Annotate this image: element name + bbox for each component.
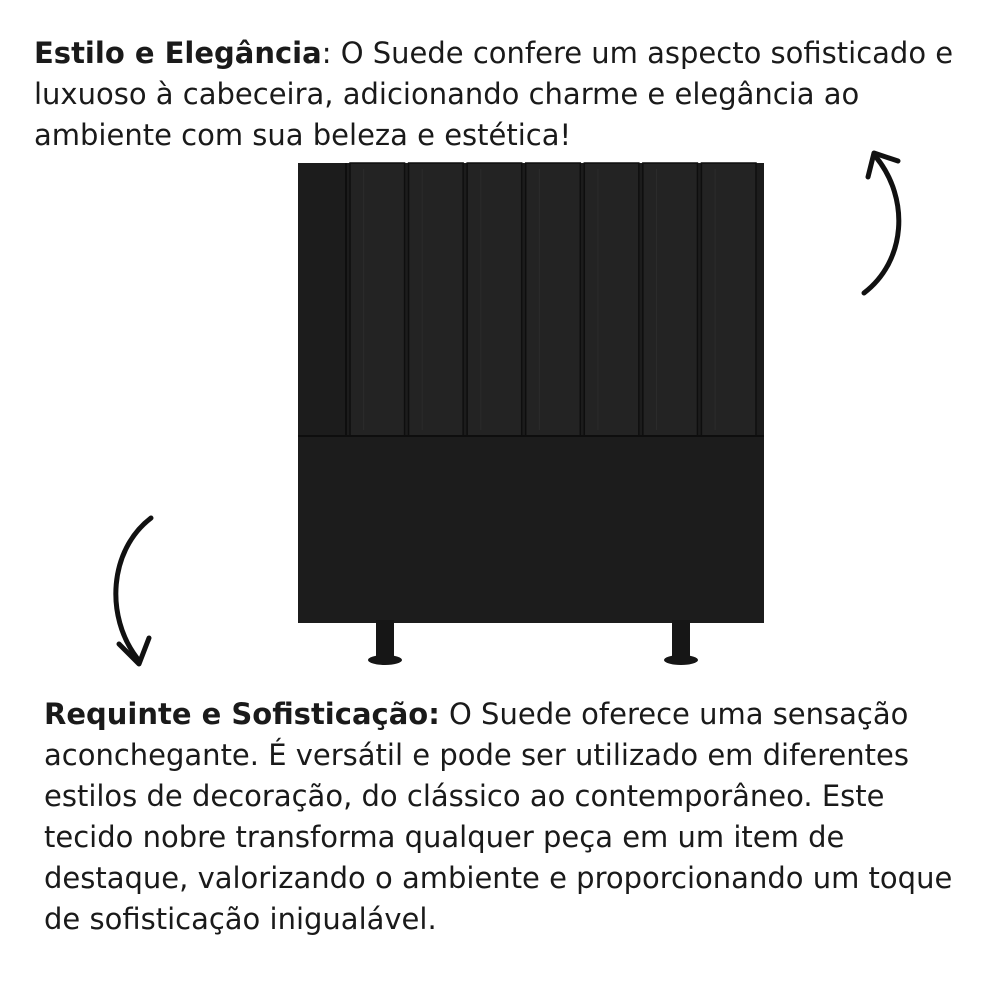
bottom-description-heading: Requinte e Sofisticação:: [44, 697, 440, 731]
headboard-feet: [368, 620, 698, 665]
headboard-panel: [643, 163, 698, 436]
top-description: [34, 33, 974, 156]
top-description-heading: Estilo e Elegância: [34, 36, 322, 70]
headboard-foot-right: [664, 620, 698, 665]
headboard-image: [296, 160, 766, 670]
headboard-panel: [701, 163, 756, 436]
headboard-panel: [584, 163, 639, 436]
headboard-panel: [350, 163, 405, 436]
headboard-foot-left: [368, 620, 402, 665]
headboard-body: [298, 163, 764, 623]
headboard-panel: [526, 163, 581, 436]
curved-arrow-up-icon: [840, 135, 920, 305]
curved-arrow-down-icon: [95, 510, 175, 680]
bottom-description-body: O Suede oferece uma sensação aconchegante. É versátil e pode ser utilizado em diferentes estilos de decoração, do clássico ao contemporâneo. Este tecido nobre transforma qualquer peça em um item de destaque, valorizando o ambiente e proporcionando um toque de sofisticação inigualável.: [44, 697, 953, 936]
headboard-panel: [409, 163, 464, 436]
top-description-body: : O Suede confere um aspecto sofisticado e luxuoso à cabeceira, adicionando charme e elegância ao ambiente com sua beleza e estética!: [34, 36, 954, 152]
headboard-panel: [467, 163, 522, 436]
bottom-description: [44, 694, 974, 940]
